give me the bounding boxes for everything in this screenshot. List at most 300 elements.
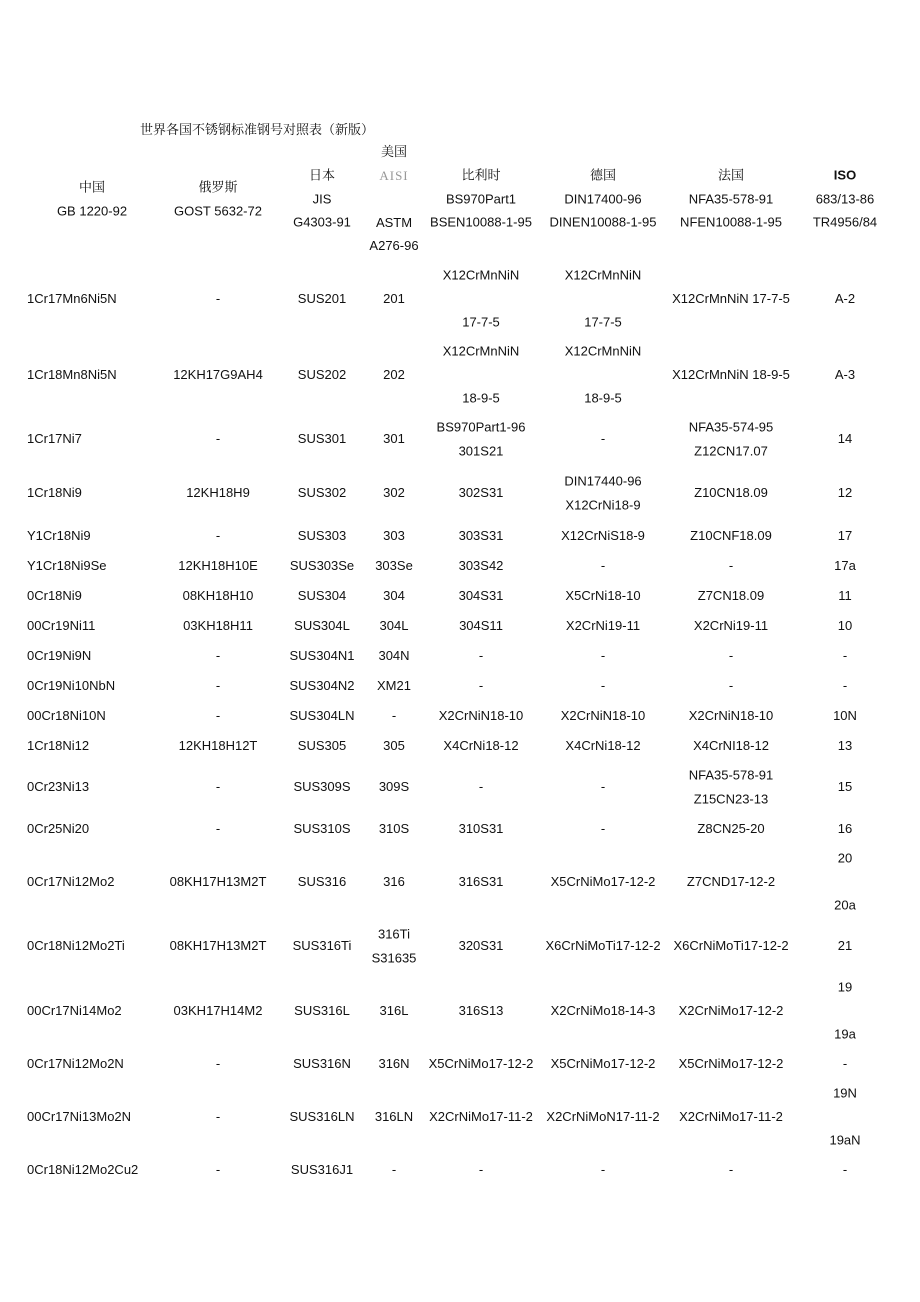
cell-china-gb: [27, 584, 82, 608]
cell-usa-aisi: [383, 427, 405, 451]
cell-belgium-bs: [459, 584, 504, 608]
cell-russia-gost: [179, 734, 258, 758]
cell-russia-gost: [216, 287, 220, 311]
cell-line: AISI: [379, 167, 409, 183]
cell-china-gb: [27, 999, 122, 1023]
cell-line: SUS316J1: [290, 1162, 354, 1178]
cell-usa-aisi: [379, 817, 409, 841]
cell-line: X12CrMnNiN: [442, 267, 520, 283]
cell-russia-gost: [216, 674, 220, 698]
cell-line: NFA35-574-95: [688, 419, 774, 435]
cell-line: Z10CN18.09: [694, 485, 768, 501]
cell-line: -: [728, 648, 734, 664]
cell-iso: [834, 554, 856, 578]
cell-line: 301: [383, 431, 405, 447]
cell-line: 305: [383, 738, 405, 754]
cell-japan-jis: [298, 363, 346, 387]
cell-line: SUS303: [297, 528, 347, 544]
cell-china-gb: [27, 704, 106, 728]
cell-germany-din: [551, 999, 656, 1023]
cell-line: 日本: [308, 167, 336, 183]
cell-japan-jis: [298, 870, 346, 894]
cell-line: X5CrNiMo17-12-2: [550, 1056, 656, 1072]
cell-germany-din: [561, 704, 646, 728]
cell-line: -: [391, 708, 397, 724]
cell-china-gb: [27, 481, 82, 505]
cell-line: 法国: [717, 167, 745, 183]
cell-line: 304S11: [459, 618, 503, 634]
cell-iso: [843, 674, 847, 698]
cell-line: NFEN10088-1-95: [680, 214, 782, 230]
cell-germany-din: [601, 1158, 605, 1182]
cell-russia-gost: [216, 704, 220, 728]
cell-line: 304L: [379, 618, 409, 634]
cell-line: 316LN: [374, 1109, 414, 1125]
cell-line: X2CrNiMo17-11-2: [679, 1109, 783, 1125]
cell-line: ASTM: [375, 214, 413, 230]
cell-iso: [833, 704, 857, 728]
cell-line: 17: [837, 528, 853, 544]
cell-china-gb: [27, 870, 114, 894]
cell-line: -: [478, 648, 484, 664]
cell-belgium-bs: [459, 817, 504, 841]
cell-line: -: [215, 821, 221, 837]
cell-belgium-bs: [459, 934, 504, 958]
cell-line: -: [215, 431, 221, 447]
cell-line: Y1Cr18Ni9: [27, 528, 91, 544]
cell-france-nfa: [673, 934, 788, 958]
cell-germany-din: [601, 644, 605, 668]
cell-line: 12KH18H12T: [178, 738, 258, 754]
cell-line: 10: [837, 618, 853, 634]
cell-russia-gost: [216, 817, 220, 841]
cell-china-gb: [27, 363, 117, 387]
cell-line: 302S31: [458, 485, 504, 501]
cell-germany-din: [545, 934, 660, 958]
cell-line: -: [842, 1056, 848, 1072]
cell-line: -: [215, 1056, 221, 1072]
cell-line: -: [215, 291, 221, 307]
cell-china-gb: [27, 554, 107, 578]
cell-france-nfa: [672, 287, 790, 311]
cell-line: Z15CN23-13: [693, 791, 769, 806]
cell-france-nfa: [689, 415, 774, 462]
cell-japan-jis: [289, 674, 354, 698]
cell-germany-din: [565, 340, 642, 411]
cell-line: 320S31: [458, 938, 504, 954]
cell-line: 21: [837, 938, 853, 954]
cell-line: Z10CNF18.09: [690, 528, 772, 544]
cell-line: BS970Part1-96: [436, 419, 526, 435]
cell-line: SUS316LN: [289, 1109, 355, 1125]
cell-line: 12KH18H9: [186, 485, 250, 501]
cell-line: 1Cr18Ni12: [27, 738, 90, 754]
cell-line: 316: [383, 874, 405, 890]
cell-iso: [838, 775, 852, 799]
cell-line: -: [215, 779, 221, 795]
cell-germany-din: [601, 817, 605, 841]
cell-line: X12CrNiS18-9: [561, 528, 645, 544]
cell-line: Y1Cr18Ni9Se: [27, 558, 107, 574]
cell-belgium-bs: [479, 674, 483, 698]
cell-russia-gost: [216, 644, 220, 668]
cell-line: SUS301: [297, 431, 347, 447]
cell-japan-jis: [298, 584, 346, 608]
cell-line: 16: [837, 821, 853, 837]
cell-russia-gost: [216, 427, 220, 451]
cell-iso: [838, 584, 852, 608]
cell-germany-din: [601, 674, 605, 698]
cell-line: -: [478, 678, 484, 694]
cell-belgium-bs: [459, 614, 503, 638]
cell-usa-aisi: [392, 704, 396, 728]
cell-line: 303Se: [375, 558, 413, 574]
cell-japan-jis: [289, 704, 354, 728]
cell-line: 303: [383, 528, 405, 544]
cell-belgium-bs: [479, 775, 483, 799]
cell-line: X6CrNiMoTi17-12-2: [545, 938, 661, 954]
cell-russia-gost: [216, 1158, 220, 1182]
cell-germany-din: [601, 427, 605, 451]
header-france-nfa: [680, 164, 782, 235]
cell-line: 德国: [589, 167, 617, 183]
cell-iso: [838, 734, 852, 758]
cell-germany-din: [601, 775, 605, 799]
cell-line: DIN17440-96: [564, 473, 642, 489]
cell-belgium-bs: [429, 1052, 534, 1076]
cell-usa-aisi: [372, 922, 417, 969]
cell-china-gb: [27, 734, 89, 758]
cell-japan-jis: [290, 554, 354, 578]
cell-line: 303S42: [458, 558, 504, 574]
cell-line: SUS316Ti: [292, 938, 352, 954]
cell-germany-din: [601, 554, 605, 578]
cell-line: 304S31: [458, 588, 504, 604]
cell-france-nfa: [672, 363, 790, 387]
cell-line: -: [728, 558, 734, 574]
cell-line: X2CrNiN18-10: [560, 708, 646, 724]
cell-line: ISO: [833, 167, 857, 183]
cell-china-gb: [27, 1158, 138, 1182]
cell-line: 301S21: [458, 443, 504, 458]
cell-belgium-bs: [459, 554, 504, 578]
cell-line: 11: [838, 588, 852, 604]
cell-france-nfa: [697, 817, 764, 841]
cell-line: -: [391, 1162, 397, 1178]
cell-line: 00Cr18Ni10N: [27, 708, 106, 724]
cell-line: GOST 5632-72: [174, 203, 262, 218]
cell-line: 中国: [78, 179, 106, 195]
cell-usa-aisi: [380, 614, 409, 638]
cell-line: X12CrMnNiN: [442, 343, 520, 359]
cell-line: 17-7-5: [584, 314, 622, 330]
document-title: 世界各国不锈钢标准钢号对照表（新版）: [140, 122, 375, 137]
header-china-gb: [57, 175, 127, 222]
cell-germany-din: [565, 264, 642, 335]
cell-usa-aisi: [383, 481, 405, 505]
cell-iso: [835, 363, 855, 387]
cell-iso: [838, 481, 852, 505]
cell-line: 0Cr17Ni12Mo2: [27, 874, 115, 890]
cell-usa-aisi: [383, 363, 405, 387]
header-iso: [813, 164, 877, 235]
cell-line: S31635: [371, 950, 417, 965]
cell-belgium-bs: [459, 870, 504, 894]
header-japan-jis: [293, 164, 351, 235]
cell-line: -: [842, 648, 848, 664]
cell-line: 08KH17H13M2T: [169, 938, 267, 954]
cell-china-gb: [27, 817, 89, 841]
cell-line: -: [215, 708, 221, 724]
cell-belgium-bs: [459, 524, 504, 548]
cell-belgium-bs: [459, 481, 504, 505]
cell-line: 19N: [833, 1085, 857, 1101]
cell-line: -: [728, 678, 734, 694]
header-usa-aisi: [369, 140, 418, 258]
cell-line: DIN17400-96: [564, 191, 642, 207]
cell-usa-aisi: [377, 674, 411, 698]
cell-usa-aisi: [383, 287, 405, 311]
header-germany-din: [550, 164, 657, 235]
cell-usa-aisi: [392, 1158, 396, 1182]
cell-line: SUS305: [297, 738, 347, 754]
cell-line: 00Cr19Ni11: [27, 618, 96, 634]
cell-line: 俄罗斯: [198, 179, 238, 195]
cell-germany-din: [551, 870, 656, 894]
cell-iso: [838, 524, 852, 548]
cell-line: X5CrNi18-10: [565, 588, 641, 604]
cell-line: 0Cr18Ni12Mo2Ti: [27, 938, 125, 954]
cell-line: -: [600, 678, 606, 694]
cell-line: 316Ti: [377, 926, 411, 942]
cell-russia-gost: [216, 775, 220, 799]
cell-line: 310S31: [458, 821, 504, 837]
cell-japan-jis: [298, 524, 346, 548]
cell-russia-gost: [178, 554, 258, 578]
cell-line: X4CrNI18-12: [693, 738, 769, 754]
cell-japan-jis: [298, 287, 346, 311]
cell-line: X2CrNiN18-10: [688, 708, 774, 724]
cell-belgium-bs: [459, 999, 504, 1023]
cell-france-nfa: [687, 870, 775, 894]
cell-china-gb: [27, 524, 91, 548]
cell-line: 303S31: [458, 528, 504, 544]
cell-russia-gost: [216, 524, 220, 548]
cell-line: 18-9-5: [462, 390, 500, 406]
cell-line: 310S: [378, 821, 410, 837]
cell-line: X12CrNi18-9: [565, 497, 641, 512]
cell-line: -: [215, 1162, 221, 1178]
cell-france-nfa: [693, 734, 769, 758]
cell-china-gb: [27, 1105, 131, 1129]
cell-usa-aisi: [383, 870, 405, 894]
header-russia-gost: [174, 175, 262, 222]
cell-line: -: [478, 779, 484, 795]
cell-line: G4303-91: [293, 214, 351, 230]
cell-line: 0Cr19Ni9N: [27, 648, 92, 664]
cell-china-gb: [27, 674, 115, 698]
cell-france-nfa: [689, 704, 774, 728]
cell-line: -: [215, 528, 221, 544]
cell-line: 17a: [834, 558, 856, 574]
cell-japan-jis: [293, 934, 352, 958]
cell-line: -: [728, 1162, 734, 1178]
cell-usa-aisi: [378, 644, 409, 668]
cell-line: 19: [837, 979, 853, 995]
cell-line: 18-9-5: [584, 390, 622, 406]
cell-china-gb: [27, 287, 117, 311]
cell-line: 0Cr23Ni13: [27, 779, 90, 795]
cell-france-nfa: [729, 644, 733, 668]
cell-japan-jis: [298, 427, 346, 451]
cell-line: SUS303Se: [289, 558, 355, 574]
cell-line: SUS304: [297, 588, 347, 604]
cell-japan-jis: [294, 614, 350, 638]
cell-line: SUS302: [297, 485, 347, 501]
cell-line: -: [842, 1162, 848, 1178]
cell-belgium-bs: [439, 704, 524, 728]
cell-line: SUS304L: [294, 618, 350, 634]
cell-line: 美国: [380, 144, 407, 160]
cell-usa-aisi: [383, 734, 405, 758]
cell-line: X2CrNiMoN17-11-2: [546, 1109, 660, 1125]
cell-line: SUS202: [297, 367, 347, 383]
cell-line: X6CrNiMoTi17-12-2: [673, 938, 789, 954]
cell-iso: [834, 847, 856, 918]
cell-line: Z12CN17.07: [694, 443, 768, 458]
cell-line: 1Cr17Ni7: [27, 431, 82, 447]
cell-line: 304: [383, 588, 405, 604]
cell-germany-din: [561, 524, 645, 548]
cell-iso: [843, 1158, 847, 1182]
cell-usa-aisi: [379, 775, 409, 799]
cell-france-nfa: [694, 614, 768, 638]
cell-japan-jis: [298, 734, 346, 758]
cell-germany-din: [546, 1105, 659, 1129]
cell-russia-gost: [170, 934, 267, 958]
cell-line: -: [600, 648, 606, 664]
cell-line: -: [600, 779, 606, 795]
cell-france-nfa: [694, 481, 768, 505]
cell-line: 08KH17H13M2T: [169, 874, 267, 890]
cell-line: 10N: [833, 708, 857, 724]
cell-russia-gost: [183, 614, 253, 638]
cell-line: 19a: [834, 1026, 856, 1042]
cell-line: 304N: [378, 648, 410, 664]
cell-china-gb: [27, 614, 95, 638]
cell-line: -: [215, 1109, 221, 1125]
cell-france-nfa: [679, 1052, 784, 1076]
cell-line: -: [600, 1162, 606, 1178]
cell-japan-jis: [289, 1105, 354, 1129]
cell-line: -: [215, 678, 221, 694]
cell-russia-gost: [173, 363, 263, 387]
cell-iso: [838, 614, 852, 638]
cell-line: XM21: [377, 678, 411, 694]
cell-usa-aisi: [383, 584, 405, 608]
cell-line: X4CrNi18-12: [565, 738, 641, 754]
cell-france-nfa: [729, 554, 733, 578]
cell-france-nfa: [729, 674, 733, 698]
cell-line: A276-96: [369, 238, 419, 254]
cell-line: 309S: [378, 779, 410, 795]
cell-line: Z8CN25-20: [697, 821, 765, 837]
cell-line: 20a: [834, 897, 856, 913]
cell-line: SUS309S: [293, 779, 351, 795]
cell-line: X2CrNiMo17-11-2: [429, 1109, 533, 1125]
cell-line: GB 1220-92: [56, 203, 128, 218]
cell-line: 03KH17H14M2: [173, 1003, 263, 1019]
cell-germany-din: [565, 584, 640, 608]
cell-line: BS970Part1: [445, 191, 517, 207]
cell-china-gb: [27, 427, 82, 451]
cell-germany-din: [551, 1052, 656, 1076]
cell-line: -: [215, 648, 221, 664]
cell-line: Z7CND17-12-2: [686, 874, 776, 890]
cell-belgium-bs: [443, 734, 518, 758]
cell-line: 302: [383, 485, 405, 501]
cell-line: SUS304LN: [289, 708, 355, 724]
cell-usa-aisi: [375, 1105, 413, 1129]
cell-line: 比利时: [461, 167, 501, 183]
cell-belgium-bs: [479, 644, 483, 668]
cell-china-gb: [27, 934, 125, 958]
cell-line: NFA35-578-91: [688, 767, 774, 783]
cell-line: BSEN10088-1-95: [430, 214, 532, 230]
cell-line: -: [600, 431, 606, 447]
cell-line: 0Cr18Ni9: [27, 588, 82, 604]
cell-line: 20: [837, 850, 853, 866]
cell-line: 202: [383, 367, 405, 383]
cell-line: 00Cr17Ni13Mo2N: [27, 1109, 132, 1125]
header-belgium-bs: [430, 164, 532, 235]
cell-france-nfa: [689, 763, 774, 810]
cell-line: Z7CN18.09: [697, 588, 765, 604]
cell-france-nfa: [679, 1105, 783, 1129]
cell-line: SUS316: [297, 874, 347, 890]
cell-france-nfa: [698, 584, 764, 608]
cell-line: NFA35-578-91: [688, 191, 774, 207]
cell-iso: [838, 817, 852, 841]
cell-france-nfa: [729, 1158, 733, 1182]
cell-usa-aisi: [383, 524, 405, 548]
cell-line: SUS316L: [294, 1003, 350, 1019]
cell-china-gb: [27, 775, 89, 799]
cell-japan-jis: [289, 644, 354, 668]
cell-line: SUS304N1: [289, 648, 355, 664]
cell-russia-gost: [186, 481, 250, 505]
cell-line: JIS: [312, 191, 332, 207]
cell-line: 316S31: [458, 874, 504, 890]
cell-france-nfa: [679, 999, 784, 1023]
cell-line: DINEN10088-1-95: [549, 214, 657, 230]
cell-belgium-bs: [443, 340, 520, 411]
cell-line: 683/13-86: [815, 191, 875, 207]
cell-line: SUS201: [297, 291, 347, 307]
cell-line: 0Cr25Ni20: [27, 821, 90, 837]
cell-line: 1Cr18Mn8Ni5N: [27, 367, 117, 383]
cell-line: 08KH18H10: [182, 588, 254, 604]
cell-iso: [838, 934, 852, 958]
cell-line: TR4956/84: [812, 214, 878, 230]
cell-line: X12CrMnNiN 17-7-5: [672, 291, 790, 307]
cell-japan-jis: [293, 817, 350, 841]
cell-line: 316S13: [458, 1003, 504, 1019]
cell-germany-din: [564, 469, 641, 516]
cell-japan-jis: [294, 999, 350, 1023]
cell-usa-aisi: [375, 554, 413, 578]
cell-iso: [835, 287, 855, 311]
